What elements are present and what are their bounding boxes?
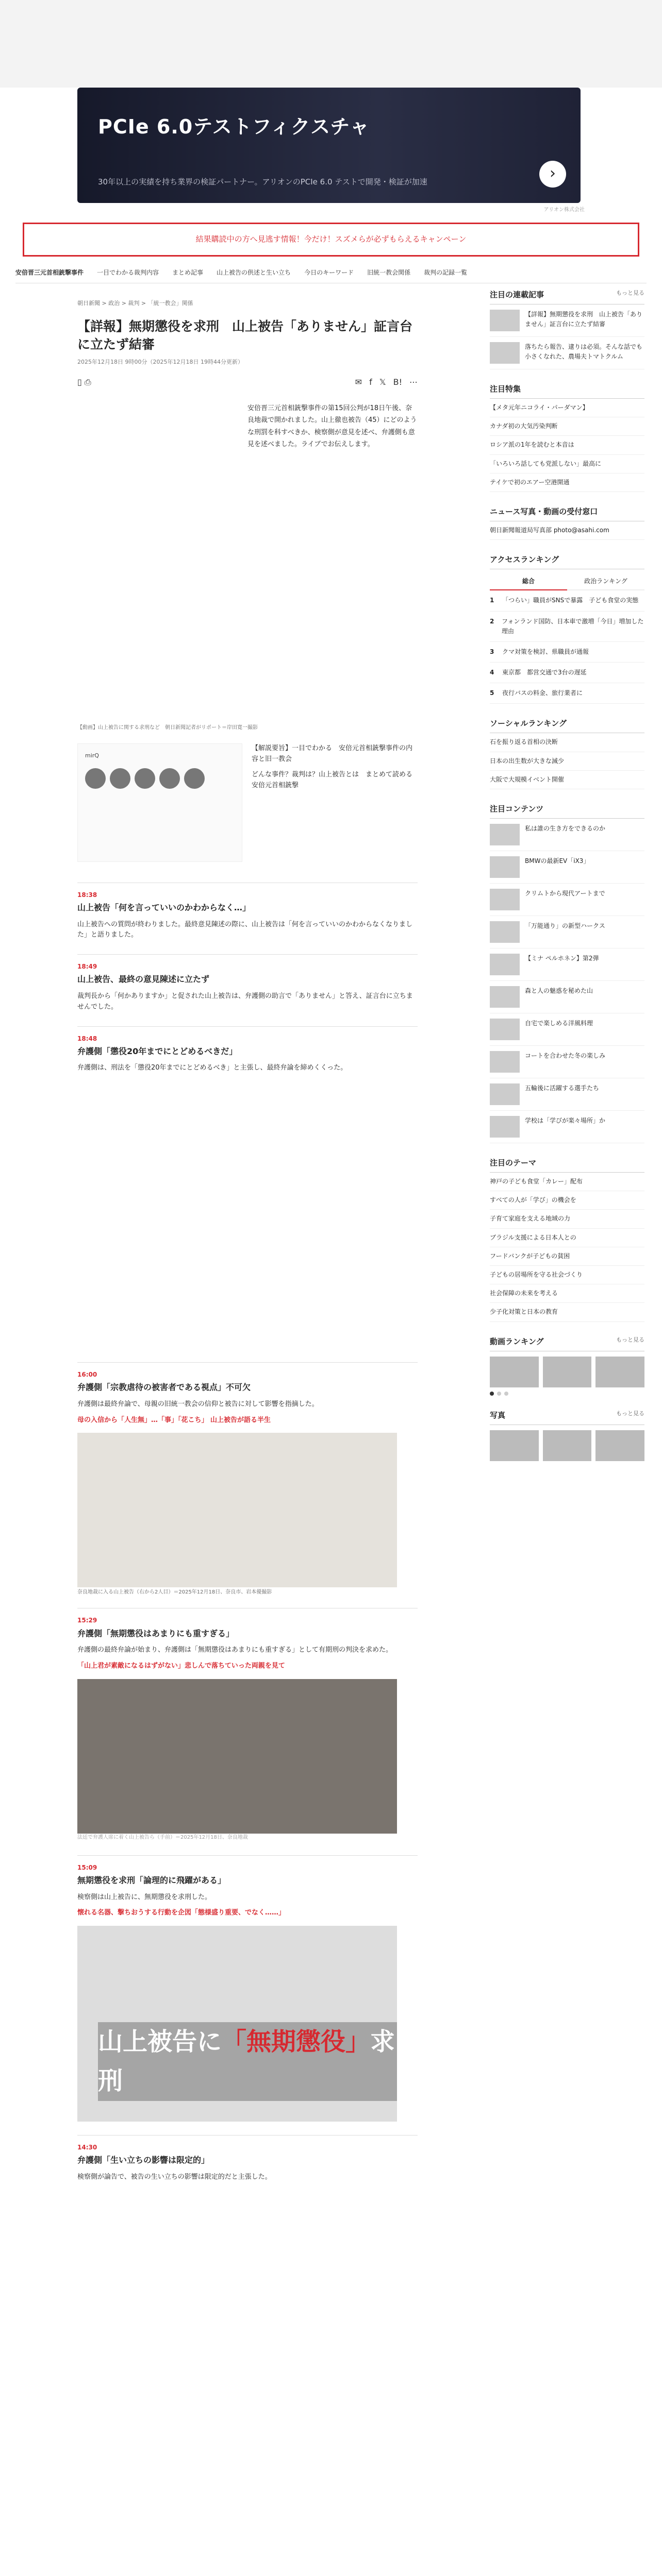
- item-text: BMWの最新EV「iX3」: [525, 857, 590, 865]
- list-item[interactable]: [490, 337, 644, 369]
- item-text: 【ミナ ペルホネン】第2弾: [525, 955, 599, 962]
- entry-time: 14:30: [77, 2144, 97, 2151]
- nav-item[interactable]: 旧統一教会関係: [367, 269, 411, 276]
- hatena-icon[interactable]: B!: [393, 377, 402, 387]
- dot[interactable]: [490, 1392, 494, 1396]
- entry-time: 15:29: [77, 1617, 97, 1624]
- headline-pre: 山上被告に: [98, 2027, 222, 2056]
- article-date: 2025年12月18日 9時00分（2025年12月18日 19時44分更新）: [77, 358, 243, 365]
- title-text: ニュース写真・動画の受付窓口: [490, 506, 598, 516]
- list-item[interactable]: [490, 304, 644, 337]
- share-bar: [77, 376, 418, 389]
- figure-icons: [85, 768, 235, 789]
- person-icon: [135, 768, 155, 789]
- summary-figure[interactable]: [77, 743, 242, 862]
- content-item[interactable]: [490, 981, 644, 1013]
- figure-logo: mirQ: [85, 752, 99, 759]
- section-title: [490, 1335, 644, 1351]
- nav-item[interactable]: 安倍晋三元首相銃撃事件: [15, 269, 84, 276]
- list-item[interactable]: カナダ初の大気汚染判断: [490, 417, 644, 436]
- photo-thumb[interactable]: [543, 1430, 592, 1461]
- list-item[interactable]: 神戸の子ども食堂「カレー」配布: [490, 1173, 644, 1191]
- mail-icon[interactable]: ✉: [355, 377, 362, 387]
- video-thumb[interactable]: [595, 1357, 644, 1387]
- rank-text: クマ対策を検討、県職員が通報: [502, 648, 589, 655]
- content-item[interactable]: [490, 884, 644, 916]
- content-item[interactable]: [490, 1046, 644, 1078]
- list-item[interactable]: 石を振り返る首相の決断: [490, 733, 644, 752]
- video-thumb[interactable]: [490, 1357, 539, 1387]
- thumbnail: [490, 1051, 520, 1073]
- article: [77, 299, 418, 2183]
- carousel-dots[interactable]: [490, 1392, 644, 1396]
- entry-text: 検察側が論告で、被告の生い立ちの影響は限定的だと主張した。: [77, 2173, 272, 2181]
- entry-text: 弁護側の最終弁論が始まり、弁護側は「無期懲役はあまりにも重すぎる」として有期刑の判決を求めた。: [77, 1646, 393, 1654]
- title-text: 注目のテーマ: [490, 1158, 537, 1167]
- content-item[interactable]: [490, 1111, 644, 1143]
- headline-image[interactable]: [77, 1926, 397, 2122]
- topic-nav: [15, 268, 647, 283]
- article-title: 【詳報】無期懲役を求刑 山上被告「ありません」証言台に立たず結審: [77, 318, 413, 352]
- related-link[interactable]: 懐れる名器、撃ちおうする行動を企図「態様盛り重要、でなく……」: [77, 1909, 286, 1917]
- video-thumb[interactable]: [543, 1357, 592, 1387]
- list-item[interactable]: 日本の出生数が大きな減少: [490, 752, 644, 771]
- list-item[interactable]: 少子化対策と日本の教育: [490, 1303, 644, 1321]
- list-item[interactable]: 子どもの居場所を守る社会づくり: [490, 1266, 644, 1284]
- entry-title: 山上被告、最終の意見陳述に立たず: [77, 974, 210, 985]
- thumbnail: [490, 1019, 520, 1040]
- thumbnail: [490, 986, 520, 1008]
- ranking-item[interactable]: [490, 642, 644, 663]
- entry-time: 18:49: [77, 963, 97, 971]
- rank-number: 3: [490, 648, 494, 655]
- nav-item[interactable]: まとめ記事: [172, 269, 204, 276]
- photo-caption: 【動画】山上被告に関する求刑など 朝日新聞記者がリポート＝岸田寛一撮影: [77, 724, 258, 731]
- rank-text: 夜行バスの料金、旅行業者に: [502, 689, 583, 697]
- item-text: クリムトから現代アートまで: [525, 890, 605, 897]
- ranking-item[interactable]: [490, 683, 644, 704]
- submission-desc[interactable]: 朝日新聞報道局写真部 photo@asahi.com: [490, 521, 644, 540]
- video-thumbnails[interactable]: [490, 1357, 644, 1387]
- person-icon: [159, 768, 180, 789]
- list-item[interactable]: テイケで初のエアー空港開通: [490, 473, 644, 492]
- entry-text: 弁護側は、刑法を「懲役20年までにとどめるべき」と主張し、最終弁論を締めくくった。: [77, 1064, 347, 1072]
- rank-number: 2: [490, 617, 494, 625]
- entry-text: 裁判長から「何かありますか」と促された山上被告は、弁護側の助言で「ありません」と答え、証言台に立ちませんでした。: [77, 992, 413, 1011]
- list-item[interactable]: ロシア派の1年を読むと本音は: [490, 436, 644, 454]
- ranking-item[interactable]: [490, 663, 644, 683]
- thumbnail: [490, 954, 520, 975]
- thumbnail: [490, 889, 520, 910]
- photo-section: [490, 1409, 644, 1461]
- entry-time: 18:38: [77, 891, 97, 899]
- lead-link[interactable]: どんな事件？裁判は？山上被告とは まとめて読める安倍元首相銃撃: [252, 771, 413, 790]
- ranking-item[interactable]: [490, 612, 644, 642]
- title-text: アクセスランキング: [490, 555, 559, 565]
- thumbnail: [490, 824, 520, 845]
- rank-number: 4: [490, 669, 494, 676]
- thumbnail: [490, 310, 520, 331]
- section-title: [490, 505, 644, 521]
- headline-post: 求刑: [98, 2027, 395, 2096]
- nav-item[interactable]: 今日のキーワード: [304, 269, 354, 276]
- entry-time: 15:09: [77, 1863, 97, 1871]
- section-title: [490, 289, 644, 304]
- section-title: [490, 1157, 644, 1173]
- entry-title: 無期懲役を求刑「論理的に飛躍がある」: [77, 1875, 226, 1886]
- entry-text: 検察側は山上被告に、無期懲役を求刑した。: [77, 1893, 212, 1901]
- item-text: 「万能通り」の新型ハークス: [525, 922, 605, 929]
- ranking-item[interactable]: [490, 590, 644, 611]
- lead-text: 安倍晋三元首相銃撃事件の第15回公判が18日午後、奈良地裁で開かれました。山上徹也被告（45）にどのような刑罰を科すべきか、検察側が意見を述べ、弁護側も意見を述べました。ライブでお伝えします。: [247, 404, 417, 448]
- entry-time: 16:00: [77, 1371, 97, 1379]
- list-item[interactable]: 子育て家庭を支える地域の力: [490, 1210, 644, 1228]
- list-item[interactable]: 大阪で大規模イベント開催: [490, 771, 644, 789]
- title-text: 注目コンテンツ: [490, 804, 544, 814]
- photo-thumb[interactable]: [595, 1430, 644, 1461]
- tab-politics[interactable]: 政治ランキング: [567, 573, 644, 590]
- video-ranking: [490, 1335, 644, 1396]
- section-title: [490, 553, 644, 569]
- title-text: ソーシャルランキング: [490, 719, 567, 728]
- live-entry: [77, 1608, 418, 1841]
- item-text: 【詳報】無期懲役を求刑 山上被告「ありません」証言台に立たず結審: [525, 311, 643, 328]
- content-item[interactable]: [490, 1078, 644, 1111]
- list-item[interactable]: 【メタ元年ニコライ・パーダマン】: [490, 399, 644, 417]
- entry-title: 弁護側「宗教虐待の被害者である視点」不可欠: [77, 1382, 251, 1393]
- entry-time: 18:48: [77, 1035, 97, 1042]
- live-entry: [77, 1855, 418, 2122]
- section-title: [490, 717, 644, 733]
- ad-label: アリオン株式会社: [543, 207, 585, 213]
- dot[interactable]: [497, 1392, 501, 1396]
- nav-item[interactable]: 一目でわかる裁判内容: [97, 269, 159, 276]
- entry-title: 弁護側「無期懲役はあまりにも重すぎる」: [77, 1628, 235, 1638]
- nav-item[interactable]: 山上被告の供述と生い立ち: [217, 269, 291, 276]
- dot[interactable]: [504, 1392, 508, 1396]
- content-item[interactable]: [490, 819, 644, 851]
- content-item[interactable]: [490, 916, 644, 948]
- related-link[interactable]: 「山上君が素敵になるはずがない」悲しんで落ちていった両親を見て: [77, 1662, 285, 1670]
- sidebar: [490, 289, 644, 1475]
- entry-title: 山上被告「何を言っていいのかわからなく…」: [77, 902, 251, 912]
- rank-number: 5: [490, 689, 494, 697]
- content-item[interactable]: [490, 1013, 644, 1046]
- item-text: 落ちたら報告、逮りは必須。そんな話でも小さくなれた、農場夫トマトクルム: [525, 343, 643, 361]
- featured-contents: [490, 803, 644, 1143]
- bookmark-icon[interactable]: ▯ ⎙: [77, 377, 91, 387]
- ranking-tabs: [490, 573, 644, 590]
- ad-subtitle: 30年以上の実績を持ち業界の検証パートナー。アリオンのPCIe 6.0 テストで開発・検証が加速: [98, 177, 427, 187]
- lead-link[interactable]: 【解説要旨】一目でわかる 安倍元首相銃撃事件の内容と旧一教会: [252, 744, 413, 763]
- title-text: 注目の連載記事: [490, 290, 544, 299]
- tab-all[interactable]: 総合: [490, 573, 567, 590]
- thumbnail: [490, 342, 520, 364]
- sketch-caption: 奈良地裁に入る山上被告（右から2人目）＝2025年12月18日、奈良市、岩本優撮影: [77, 1589, 272, 1596]
- list-item[interactable]: すべての人が「学び」の機会を: [490, 1191, 644, 1210]
- breadcrumb[interactable]: 朝日新聞 > 政治 > 裁判 > 「統一教会」関係: [77, 300, 193, 307]
- court-photo: [77, 1679, 397, 1834]
- entry-title: 弁護側「生い立ちの影響は限定的」: [77, 2155, 210, 2165]
- campaign-banner[interactable]: 結果購読中の方へ見逃す情報！今だけ！スズメらが必ずもらえるキャンペーン: [23, 223, 639, 257]
- news-submission: [490, 505, 644, 540]
- person-icon: [184, 768, 205, 789]
- live-entry: [77, 1362, 418, 1596]
- more-link[interactable]: もっと見る: [616, 1410, 644, 1417]
- facebook-icon[interactable]: f: [369, 377, 372, 387]
- entry-text: 弁護側は最終弁論で、母親の旧統一教会の信仰と被告に対して影響を指摘した。: [77, 1400, 319, 1408]
- lead-figure-row: [77, 743, 418, 862]
- item-text: 学校は「学びが楽々場所」か: [525, 1117, 606, 1124]
- x-icon[interactable]: 𝕏: [379, 377, 386, 387]
- lead-block: [77, 402, 418, 732]
- rank-number: 1: [490, 597, 494, 604]
- nav-item[interactable]: 裁判の記録一覧: [424, 269, 468, 276]
- more-link[interactable]: もっと見る: [616, 1336, 644, 1343]
- rank-text: フォンランド国防、日本車で激増「今日」増加した理由: [501, 617, 644, 635]
- section-title: [490, 803, 644, 819]
- section-title: [490, 1409, 644, 1425]
- entry-text: 山上被告への質問が終わりました。最終意見陳述の際に、山上被告は「何を言っていいのかわからなくなりました」と語りました。: [77, 920, 413, 939]
- more-link[interactable]: もっと見る: [616, 290, 644, 296]
- section-title: [490, 383, 644, 399]
- rank-text: 東京都 都営交通で3台の遅延: [502, 669, 587, 676]
- headline-highlight: 「無期懲役」: [222, 2027, 371, 2056]
- thumbnail: [490, 856, 520, 878]
- related-link[interactable]: 母の入信から「人生無」…「事」「花こち」 山上被告が語る半生: [77, 1416, 271, 1424]
- lead-links: [252, 743, 418, 862]
- list-item[interactable]: 社会保障の未来を考える: [490, 1284, 644, 1303]
- item-text: 私は誰の生き方をできるのか: [525, 825, 606, 832]
- content-item[interactable]: [490, 851, 644, 884]
- item-text: コートを合わせた冬の楽しみ: [525, 1052, 606, 1059]
- top-series: [490, 289, 644, 369]
- rank-text: 「つらい」職員がSNSで暴露 子ども食堂の実態: [502, 597, 639, 604]
- court-sketch: [77, 1433, 397, 1596]
- list-item[interactable]: ブラジル支援による日本人との: [490, 1229, 644, 1247]
- live-entry: [77, 954, 418, 1012]
- arrow-right-icon[interactable]: ›: [539, 161, 566, 188]
- photo-caption: 法廷で弁護人席に着く山上被告ら（手前）＝2025年12月18日、奈良地裁: [77, 1834, 248, 1840]
- ad-banner[interactable]: [77, 88, 581, 203]
- live-updates: [77, 883, 418, 2183]
- title-text: 注目特集: [490, 384, 521, 394]
- ad-title: PCIe 6.0テストフィクスチャ: [98, 115, 370, 138]
- live-entry: [77, 1026, 418, 1074]
- top-ad-space: [0, 0, 662, 88]
- list-item[interactable]: 「いろいろ話しても党派しない」最高に: [490, 455, 644, 473]
- thumbnail: [490, 921, 520, 943]
- headline-image-text: [98, 2022, 397, 2102]
- item-text: 五輪後に活躍する選手たち: [525, 1084, 600, 1092]
- title-text: 写真: [490, 1410, 506, 1420]
- thumbnail: [490, 1083, 520, 1105]
- content-item[interactable]: [490, 948, 644, 981]
- access-ranking: [490, 553, 644, 704]
- live-entry: [77, 883, 418, 941]
- photo-thumb[interactable]: [490, 1430, 539, 1461]
- special-section: [490, 383, 644, 492]
- thumbnail: [490, 1116, 520, 1138]
- social-ranking: [490, 717, 644, 789]
- entry-title: 弁護側「懲役20年までにとどめるべきだ」: [77, 1046, 238, 1056]
- title-text: 動画ランキング: [490, 1336, 544, 1346]
- person-icon: [110, 768, 130, 789]
- theme-section: [490, 1157, 644, 1322]
- person-icon: [85, 768, 106, 789]
- item-text: 自宅で楽しめる洋風料理: [525, 1020, 593, 1027]
- more-icon[interactable]: ⋯: [409, 377, 418, 387]
- item-text: 森と人の魅惑を秘めた山: [525, 987, 593, 994]
- list-item[interactable]: フードバンクが子どもの貧困: [490, 1247, 644, 1266]
- live-entry: [77, 2135, 418, 2183]
- photo-thumbnails[interactable]: [490, 1430, 644, 1461]
